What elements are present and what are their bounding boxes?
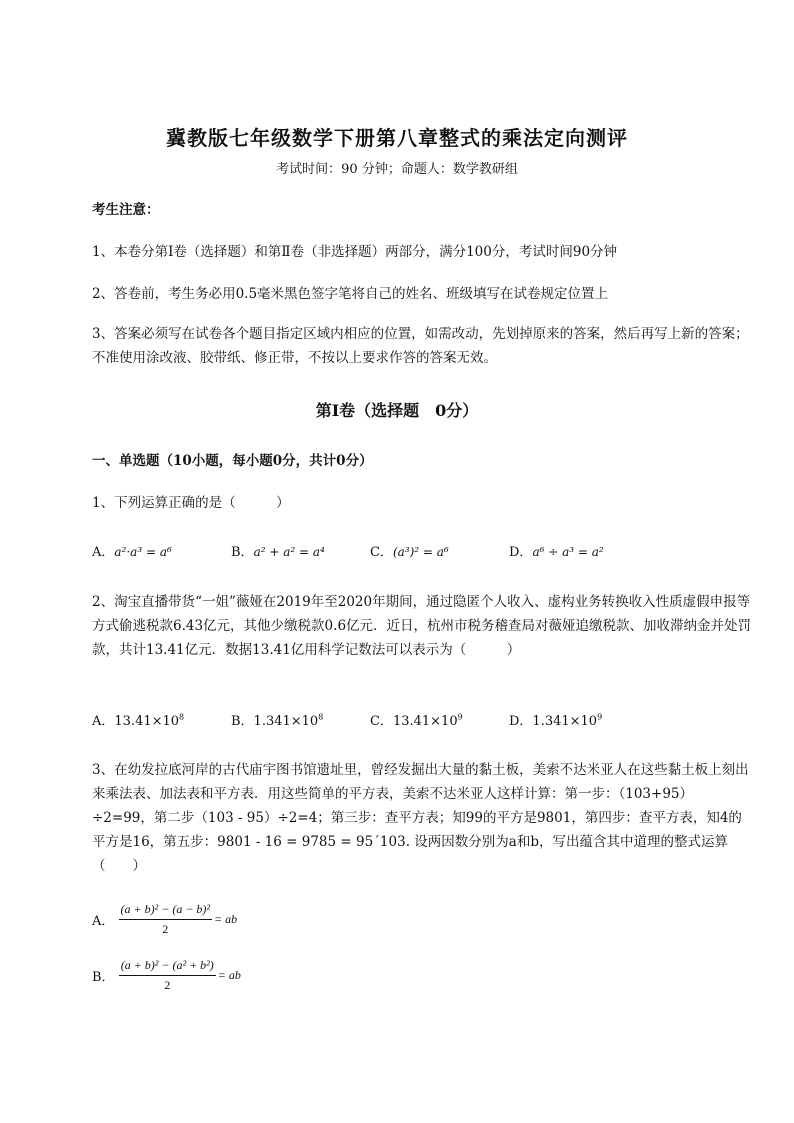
fraction-numerator: (a + b)² − (a² + b²) (119, 958, 216, 976)
part-heading: 一、单选题（10小题，每小题0分，共计0分） (92, 453, 373, 469)
notice-item-3: 3、答案必须写在试卷各个题目指定区域内相应的位置，如需改动，先划掉原来的答案，然后再写上新的答案；不准使用涂改液、胶带纸、修正带，不按以上要求作答的答案无效。 (92, 326, 749, 366)
fraction-rhs: = ab (214, 912, 238, 926)
option-label: C． (370, 545, 393, 560)
option-expression: (a³)² = a⁶ (392, 545, 449, 559)
option-label: A． (92, 914, 115, 929)
option-label: B． (92, 970, 115, 985)
question-2-stem: 2、淘宝直播带货“一姐”薇娅在2019年至2020年期间，通过隐匿个人收入、虚构业务转换收入性质虚假申报等方式偷逃税款6.43亿元，其他少缴税款0.6亿元．近日，杭州市税务稽查局对薇娅追缴税款、加收滞纳金并处罚款，共计13.41亿元．数据13.41亿用科学记数法可以表示为（ ） (92, 594, 752, 658)
q1-option-b (231, 541, 325, 560)
fraction-numerator: (a + b)² − (a − b)² (119, 902, 212, 920)
fraction-denominator: 2 (164, 978, 171, 992)
exam-info: 考试时间：90 分钟；命题人：数学教研组 (276, 162, 518, 177)
notice-item-1: 1、本卷分第Ⅰ卷（选择题）和第Ⅱ卷（非选择题）两部分，满分100分，考试时间90分钟 (92, 244, 618, 260)
fraction (119, 958, 216, 993)
question-3-stem: 3、在幼发拉底河岸的古代庙宇图书馆遗址里，曾经发掘出大量的黏土板，美索不达米亚人在这些黏土板上刻出来乘法表、加法表和平方表．用这些简单的平方表，美索不达米亚人这样计算：第一步：（103+95）÷2=99，第二步（103 - 95）÷2=4；第三步：查平方表；知99的平方是9801，第四步：查平方表，知4的平方是16，第五步：9801 - 16 = 9785 = 95´103. 设两因数分别为a和b，写出蕴含其中道理的整式运算（ ） (92, 762, 749, 874)
option-expression: a² + a² = a⁴ (253, 545, 325, 559)
option-expression: a²·a³ = a⁶ (114, 545, 172, 559)
option-label: D． (509, 545, 533, 560)
q1-option-a (92, 541, 172, 560)
section-title: 第Ⅰ卷（选择题 0分） (315, 401, 479, 420)
fraction-denominator: 2 (162, 922, 169, 936)
question-1-stem: 1、下列运算正确的是（ ） (92, 495, 290, 511)
notice-heading: 考生注意： (92, 202, 160, 218)
q2-option-a: A．$13.41\times 10^8$ (92, 712, 185, 729)
q1-option-d (509, 541, 604, 560)
q3-option-a (92, 902, 237, 937)
q2-option-c: C．$13.41\times 10^9$ (370, 712, 463, 729)
option-label: A． (92, 545, 115, 560)
option-expression: a⁶ ÷ a³ = a² (532, 545, 604, 559)
q1-option-c (370, 541, 449, 560)
notice-item-2: 2、答卷前，考生务必用0.5毫米黑色签字笔将自己的姓名、班级填写在试卷规定位置上 (92, 286, 609, 302)
q2-option-b: B．$1.341\times 10^8$ (231, 712, 324, 729)
fraction (119, 902, 212, 937)
fraction-rhs: = ab (217, 968, 241, 982)
q3-option-b (92, 958, 241, 993)
option-label: B． (231, 545, 254, 560)
q2-option-d: D．$1.341\times 10^9$ (509, 712, 603, 729)
page-title: 冀教版七年级数学下册第八章整式的乘法定向测评 (166, 126, 628, 150)
